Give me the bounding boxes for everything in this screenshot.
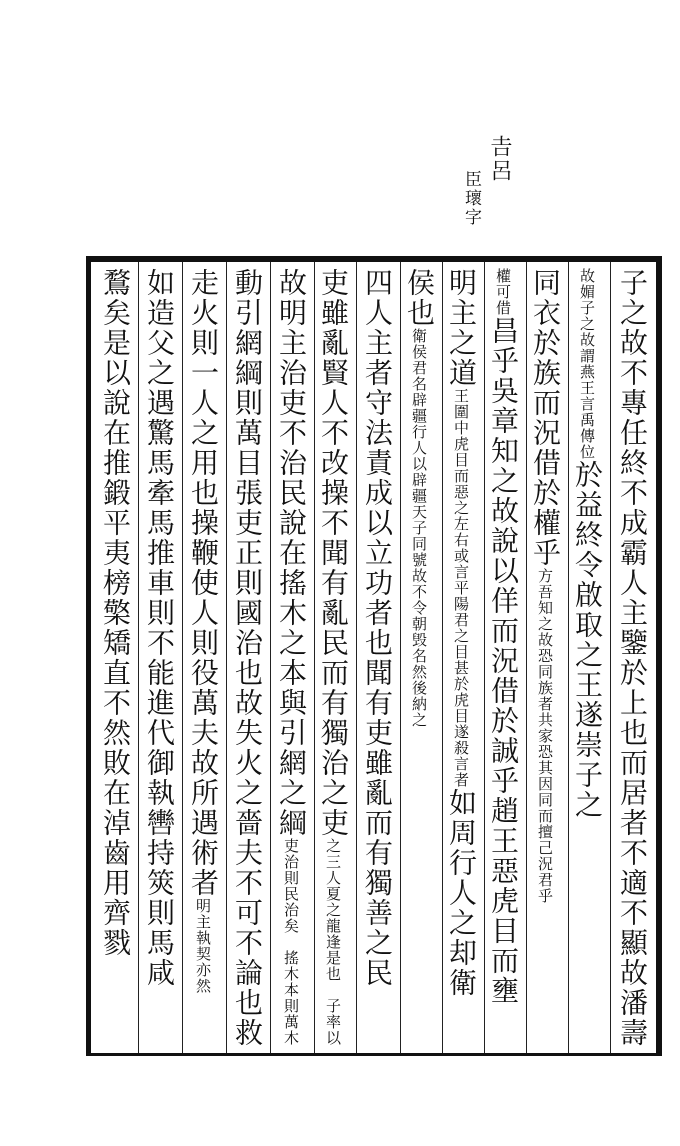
column-main-text: 同衣於族而況借於權乎: [529, 268, 562, 568]
column-main-text: 昌乎吳章知之故說以佯而況借於誠乎趙王惡虎目而壅: [487, 316, 520, 1006]
text-column: [610, 268, 654, 1056]
column-annotation: 故媚子之故謂燕王言禹傳位: [578, 268, 596, 460]
text-column: [311, 268, 355, 1056]
side-note-line-2: 臣瓌字: [461, 170, 481, 227]
text-column: [439, 268, 483, 1056]
column-main-text: 動引網綱則萬目張吏正則國治也故失火之嗇夫不可不論也救: [231, 268, 264, 1048]
column-rule: [610, 262, 611, 1053]
text-frame: [86, 256, 662, 1056]
column-rule: [568, 262, 569, 1053]
column-rule: [182, 262, 183, 1053]
column-main-text: 如周行人之却衛: [445, 788, 478, 998]
text-column: [225, 268, 269, 1056]
column-main-text: 吏雖亂賢人不改操不聞有亂民而有獨治之吏: [317, 268, 350, 838]
column-annotation: 之三人夏之龍逢是也 子率以: [324, 838, 342, 1046]
column-main-text: 於益終令啟取之王遂崇子之: [571, 460, 604, 820]
side-annotation: [450, 125, 520, 255]
column-annotation: 衛侯君名辟疆行人以辟疆天子同號故不令朝毁名然後納之: [410, 328, 428, 728]
column-annotation: 權可借: [494, 268, 512, 316]
column-rule: [270, 262, 271, 1053]
column-main-text: 如造父之遇驚馬牽馬推車則不能進代御執轡持筴則馬咸: [143, 268, 176, 988]
column-main-text: 四人主者守法責成以立功者也聞有吏雖亂而有獨善之民: [361, 268, 394, 988]
text-column: [93, 268, 137, 1056]
column-main-text: 明主之道: [445, 268, 478, 388]
column-rule: [138, 262, 139, 1053]
text-column: [481, 268, 525, 1056]
column-main-text: 子之故不專任終不成霸人主鑒於上也而居者不適不顯故潘壽: [616, 268, 649, 1048]
side-note-line-1: 𠮷呂: [487, 135, 512, 183]
column-rule: [526, 262, 527, 1053]
column-rule: [400, 262, 401, 1053]
column-rule: [314, 262, 315, 1053]
column-annotation: 吏治則民治矣 搖木本則萬木: [282, 838, 300, 1046]
column-rule: [442, 262, 443, 1053]
column-annotation: 王圍中虎目而惡之左右或言平陽君之目甚於虎目遂殺言者: [452, 388, 470, 788]
text-column: [269, 268, 313, 1056]
column-main-text: 鶩矣是以說在推鍛平夷榜檠矯直不然敗在淖齒用齊戮: [99, 268, 132, 958]
column-main-text: 走火則一人之用也操鞭使人則役萬夫故所遇術者: [187, 268, 220, 898]
column-rule: [226, 262, 227, 1053]
text-column: [355, 268, 399, 1056]
column-annotation: 明主執契亦然: [194, 898, 212, 994]
text-column: [565, 268, 609, 1056]
column-main-text: 侯也: [403, 268, 436, 328]
column-rule: [484, 262, 485, 1053]
column-main-text: 故明主治吏不治民說在搖木之本與引網之綱: [275, 268, 308, 838]
text-column: [397, 268, 441, 1056]
text-column: [181, 268, 225, 1056]
column-annotation: 方吾知之故恐同族者共家恐其因同而擅己況君乎: [536, 568, 554, 904]
column-rule: [356, 262, 357, 1053]
text-column: [523, 268, 567, 1056]
text-column: [137, 268, 181, 1056]
